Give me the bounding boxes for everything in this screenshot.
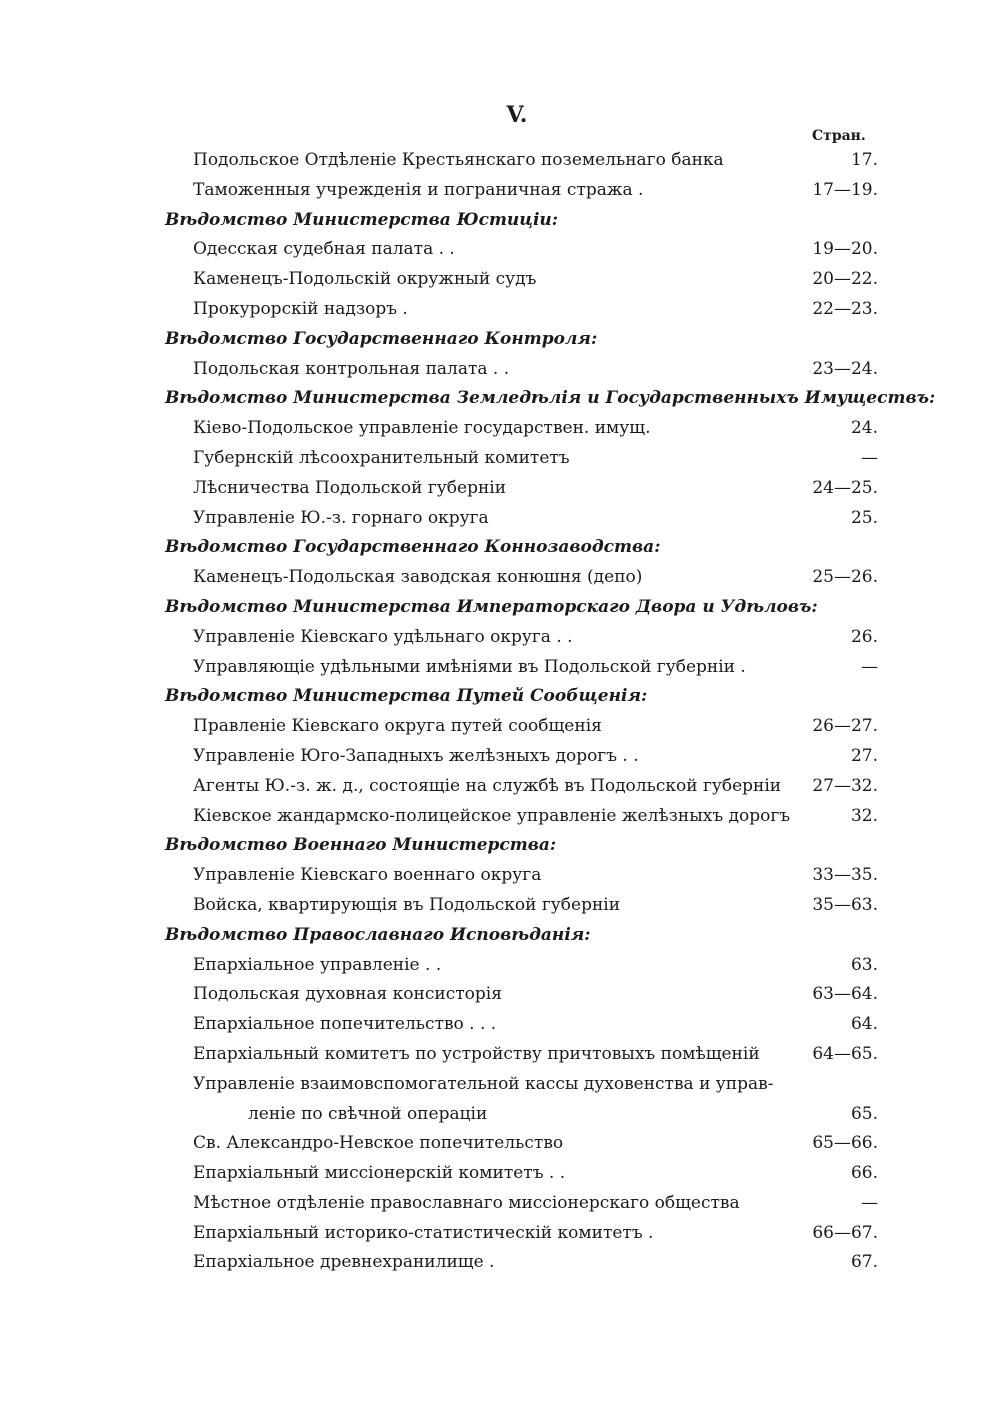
toc-entry-title: Таможенныя учрежденія и пограничная стража . [193,179,644,200]
toc-entry-pages: 66—67. [812,1222,878,1243]
toc-entry [0,1248,1000,1278]
pages-column-header: Стран. [812,128,866,144]
toc-entry-pages: 27. [850,745,878,766]
toc-entry [0,444,1000,474]
toc-entry-pages: 63—64. [812,984,878,1005]
toc-entry-pages: — [861,1192,878,1213]
toc-entry-title: Управленіе Кіевскаго военнаго округа [193,865,542,886]
toc-entry-pages: 22—23. [812,298,878,319]
toc-entry-title: Подольская духовная консисторія [193,984,502,1005]
toc-entry-title: Вѣдомство Министерства Земледѣлія и Государственныхъ Имуществъ: [165,388,936,409]
toc-entry [0,1040,1000,1070]
toc-entry-title: Каменецъ-Подольская заводская конюшня (депо) [193,567,643,588]
toc-section-heading [0,325,1000,355]
toc-entry-pages: 20—22. [812,269,878,290]
toc-entry [0,265,1000,295]
toc-entry-title: Лѣсничества Подольской губерніи [193,477,507,498]
toc-entry [0,176,1000,206]
toc-section-heading [0,593,1000,623]
toc-entry [0,414,1000,444]
toc-entry-title: Каменецъ-Подольскій окружный судъ [193,269,537,290]
toc-entry-title: Правленіе Кіевскаго округа путей сообщенія [193,716,602,737]
toc-entry [0,891,1000,921]
toc-section-heading [0,206,1000,236]
toc-entry-title: Епархіальное управленіе . . [193,954,442,975]
toc-entry-title: Кіево-Подольское управленіе государствен. имущ. [193,418,651,439]
toc-entry-title: Епархіальный миссіонерскій комитетъ . . [193,1163,566,1184]
toc-entry [0,474,1000,504]
toc-entry-pages: 24—25. [812,477,878,498]
toc-entry-pages: 26—27. [812,716,878,737]
toc-entry [0,980,1000,1010]
toc-entry-pages: 67. [850,1252,878,1273]
toc-entry-pages: 64—65. [812,1043,878,1064]
toc-entry-title: Вѣдомство Православнаго Исповѣданія: [165,924,591,945]
toc-entry [0,295,1000,325]
toc-entry [0,1010,1000,1040]
toc-entry-pages: 63. [850,954,878,975]
toc-entry-title: Подольское Отдѣленіе Крестьянскаго поземельнаго банка [193,150,724,170]
toc-entry [0,1100,1000,1130]
toc-entry-title: Епархіальный историко-статистическій комитетъ . [193,1222,654,1243]
toc-entry-title: Епархіальное древнехранилище . [193,1252,495,1273]
toc-entry-title: Вѣдомство Министерства Юстиціи: [165,209,559,230]
toc-entry-pages: 65—66. [812,1133,878,1154]
toc-entry-title: Управленіе Ю.-з. горнаго округа [193,507,489,528]
toc-entry-title: Управленіе взаимовспомогательной кассы духовенства и управ- [193,1073,774,1094]
toc-entry-title: Войска, квартирующія въ Подольской губерніи [193,894,621,915]
toc-entry-title: Управляющіе удѣльными имѣніями въ Подольской губерніи . [193,656,746,677]
toc-entry [0,1129,1000,1159]
toc-entry-title: Прокурорскій надзоръ . [193,298,408,319]
toc-entry-title: Управленіе Юго-Западныхъ желѣзныхъ дорогъ . . [193,745,639,766]
toc-entry-title: леніе по свѣчной операціи [248,1103,488,1124]
toc-entry-title: Вѣдомство Государственнаго Контроля: [165,328,598,349]
toc-entry [0,504,1000,534]
toc-entry-title: Вѣдомство Военнаго Министерства: [165,835,557,856]
toc-section-heading [0,831,1000,861]
page-number: V. [506,102,528,128]
toc-entry-title: Одесская судебная палата . . [193,239,455,260]
toc-entry [0,742,1000,772]
table-of-contents [0,146,1000,1278]
toc-entry [0,1219,1000,1249]
toc-entry-pages: 19—20. [812,239,878,260]
toc-entry-pages: 66. [850,1163,878,1184]
toc-entry-title: Подольская контрольная палата . . [193,358,510,379]
toc-entry [0,623,1000,653]
toc-entry-pages: — [861,656,878,677]
toc-entry [0,1189,1000,1219]
toc-entry-pages: 35—63. [812,894,878,915]
toc-entry-title: Епархіальный комитетъ по устройству причтовыхъ помѣщеній [193,1043,760,1064]
toc-entry-title: Кіевское жандармско-полицейское управленіе желѣзныхъ дорогъ [193,805,791,826]
toc-section-heading [0,921,1000,951]
toc-entry [0,1159,1000,1189]
toc-section-heading [0,682,1000,712]
toc-entry-pages: 17. [850,150,878,170]
toc-entry [0,563,1000,593]
toc-entry-pages: 26. [850,626,878,647]
toc-entry [0,355,1000,385]
toc-entry-pages: 17—19. [812,179,878,200]
toc-entry-title: Агенты Ю.-з. ж. д., состоящіе на службѣ въ Подольской губерніи [193,775,782,796]
toc-entry-title: Губернскій лѣсоохранительный комитетъ [193,447,570,468]
toc-entry-pages: 23—24. [812,358,878,379]
toc-entry-pages: 32. [850,805,878,826]
toc-section-heading [0,533,1000,563]
toc-entry [0,1070,1000,1100]
toc-section-heading [0,384,1000,414]
toc-entry-title: Епархіальное попечительство . . . [193,1014,497,1035]
toc-entry-title: Мѣстное отдѣленіе православнаго миссіонерскаго общества [193,1192,740,1213]
toc-entry-pages: 27—32. [812,775,878,796]
toc-entry [0,861,1000,891]
toc-entry-title: Вѣдомство Министерства Императорскаго Двора и Удѣловъ: [165,596,818,617]
toc-entry [0,951,1000,981]
toc-entry [0,235,1000,265]
toc-entry-pages: 25—26. [812,567,878,588]
toc-entry-pages: 25. [850,507,878,528]
toc-entry-title: Вѣдомство Государственнаго Коннозаводства: [165,537,661,558]
toc-entry-pages: 65. [850,1103,878,1124]
toc-entry [0,653,1000,683]
toc-entry-pages: 24. [850,418,878,439]
toc-entry-pages: 33—35. [812,865,878,886]
toc-entry-title: Вѣдомство Министерства Путей Сообщенія: [165,686,648,707]
toc-entry-pages: 64. [850,1014,878,1035]
toc-entry-title: Св. Александро-Невское попечительство [193,1133,564,1154]
toc-entry-pages: — [861,447,878,468]
toc-entry [0,146,1000,176]
toc-entry [0,802,1000,832]
toc-entry [0,712,1000,742]
toc-entry [0,772,1000,802]
toc-entry-title: Управленіе Кіевскаго удѣльнаго округа . . [193,626,573,647]
